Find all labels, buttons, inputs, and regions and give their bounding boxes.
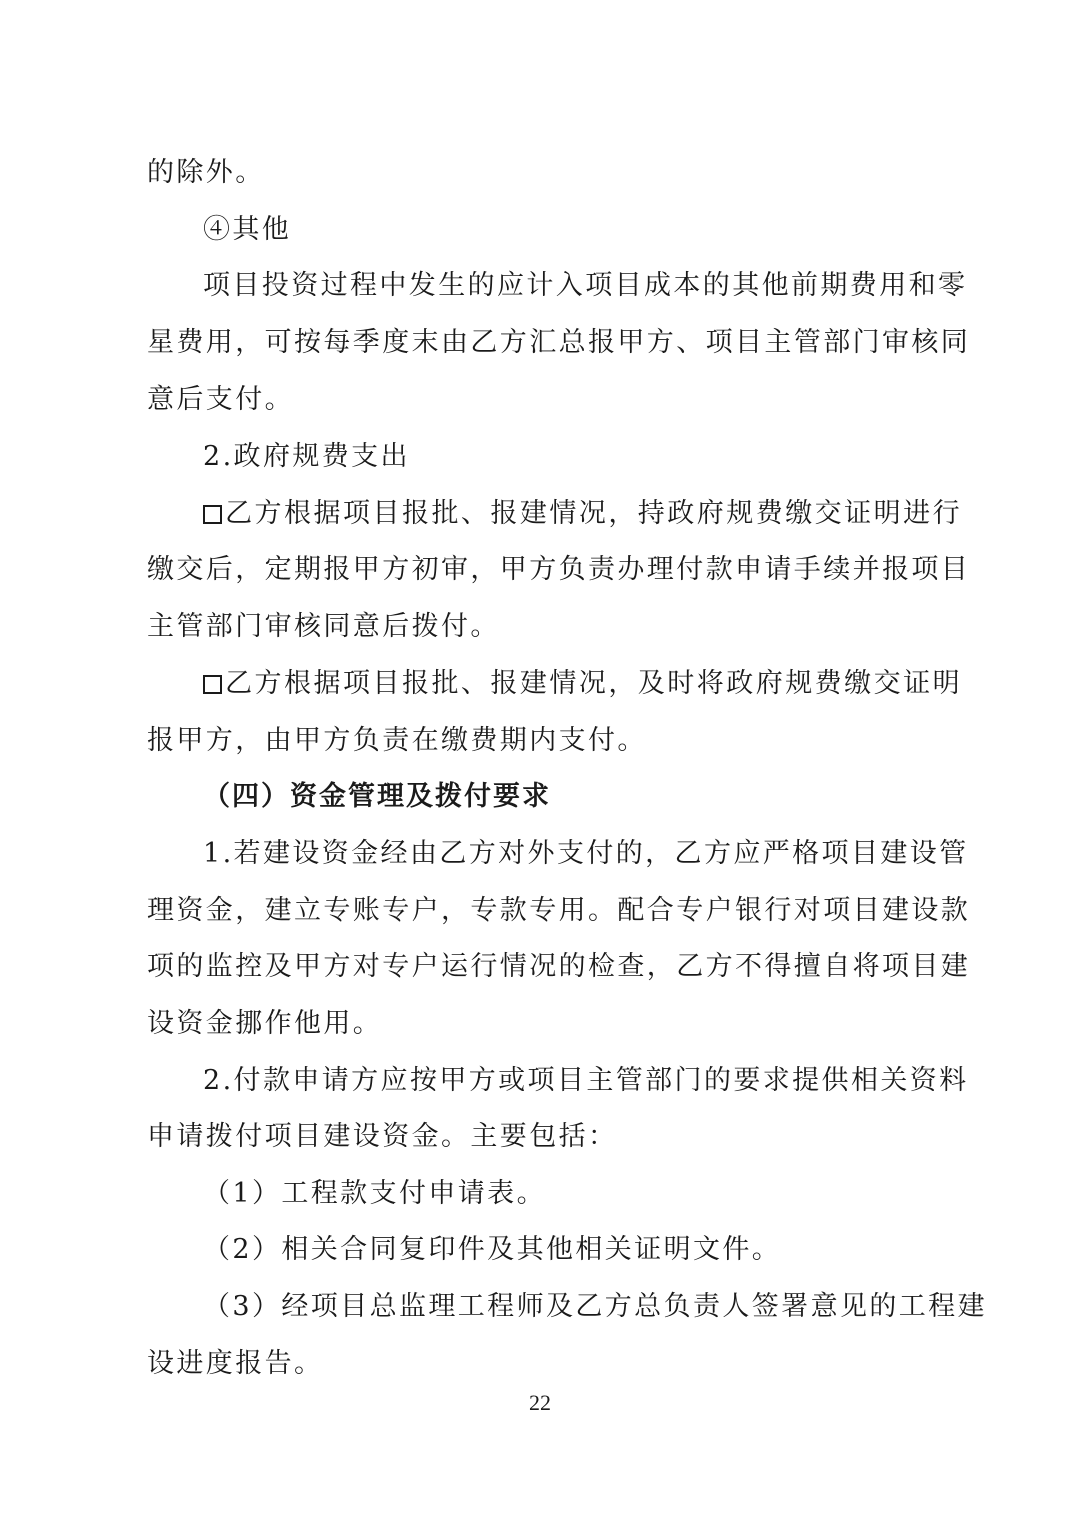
text-line: 2.付款申请方应按甲方或项目主管部门的要求提供相关资料 — [203, 1065, 969, 1096]
section-heading: （四）资金管理及拨付要求 — [203, 781, 551, 812]
option-text: 乙方根据项目报批、报建情况，持政府规费缴交证明进行 — [225, 498, 962, 529]
text-line: 项目投资过程中发生的应计入项目成本的其他前期费用和零 — [203, 270, 968, 301]
text-line: 理资金，建立专账专户，专款专用。配合专户银行对项目建设款 — [147, 895, 971, 926]
checkbox-icon[interactable] — [203, 505, 222, 524]
text-line: 缴交后，定期报甲方初审，甲方负责办理付款申请手续并报项目 — [147, 554, 971, 585]
text-line: 申请拨付项目建设资金。主要包括： — [147, 1121, 618, 1152]
text-line: 主管部门审核同意后拨付。 — [147, 611, 500, 642]
list-item: （3）经项目总监理工程师及乙方总负责人签署意见的工程建 — [203, 1291, 987, 1322]
subheading-other: ④其他 — [203, 214, 292, 245]
text-line: 星费用，可按每季度末由乙方汇总报甲方、项目主管部门审核同 — [147, 327, 971, 358]
option-line-1 — [203, 494, 962, 534]
text-line: 意后支付。 — [147, 384, 294, 415]
list-item: （2）相关合同复印件及其他相关证明文件。 — [203, 1234, 782, 1265]
page-number: 22 — [529, 1390, 551, 1415]
list-item: （1）工程款支付申请表。 — [203, 1178, 546, 1209]
option-line-2 — [203, 664, 962, 704]
checkbox-icon[interactable] — [203, 675, 222, 694]
text-line: 项的监控及甲方对专户运行情况的检查，乙方不得擅自将项目建 — [147, 951, 971, 982]
text-line: 设进度报告。 — [147, 1348, 324, 1379]
option-text: 乙方根据项目报批、报建情况，及时将政府规费缴交证明 — [225, 668, 962, 699]
subheading-gov-fees: 2.政府规费支出 — [203, 441, 410, 472]
text-line: 报甲方，由甲方负责在缴费期内支付。 — [147, 725, 647, 756]
text-line: 1.若建设资金经由乙方对外支付的，乙方应严格项目建设管 — [203, 838, 969, 869]
text-line: 设资金挪作他用。 — [147, 1008, 383, 1039]
text-line: 的除外。 — [147, 157, 265, 188]
